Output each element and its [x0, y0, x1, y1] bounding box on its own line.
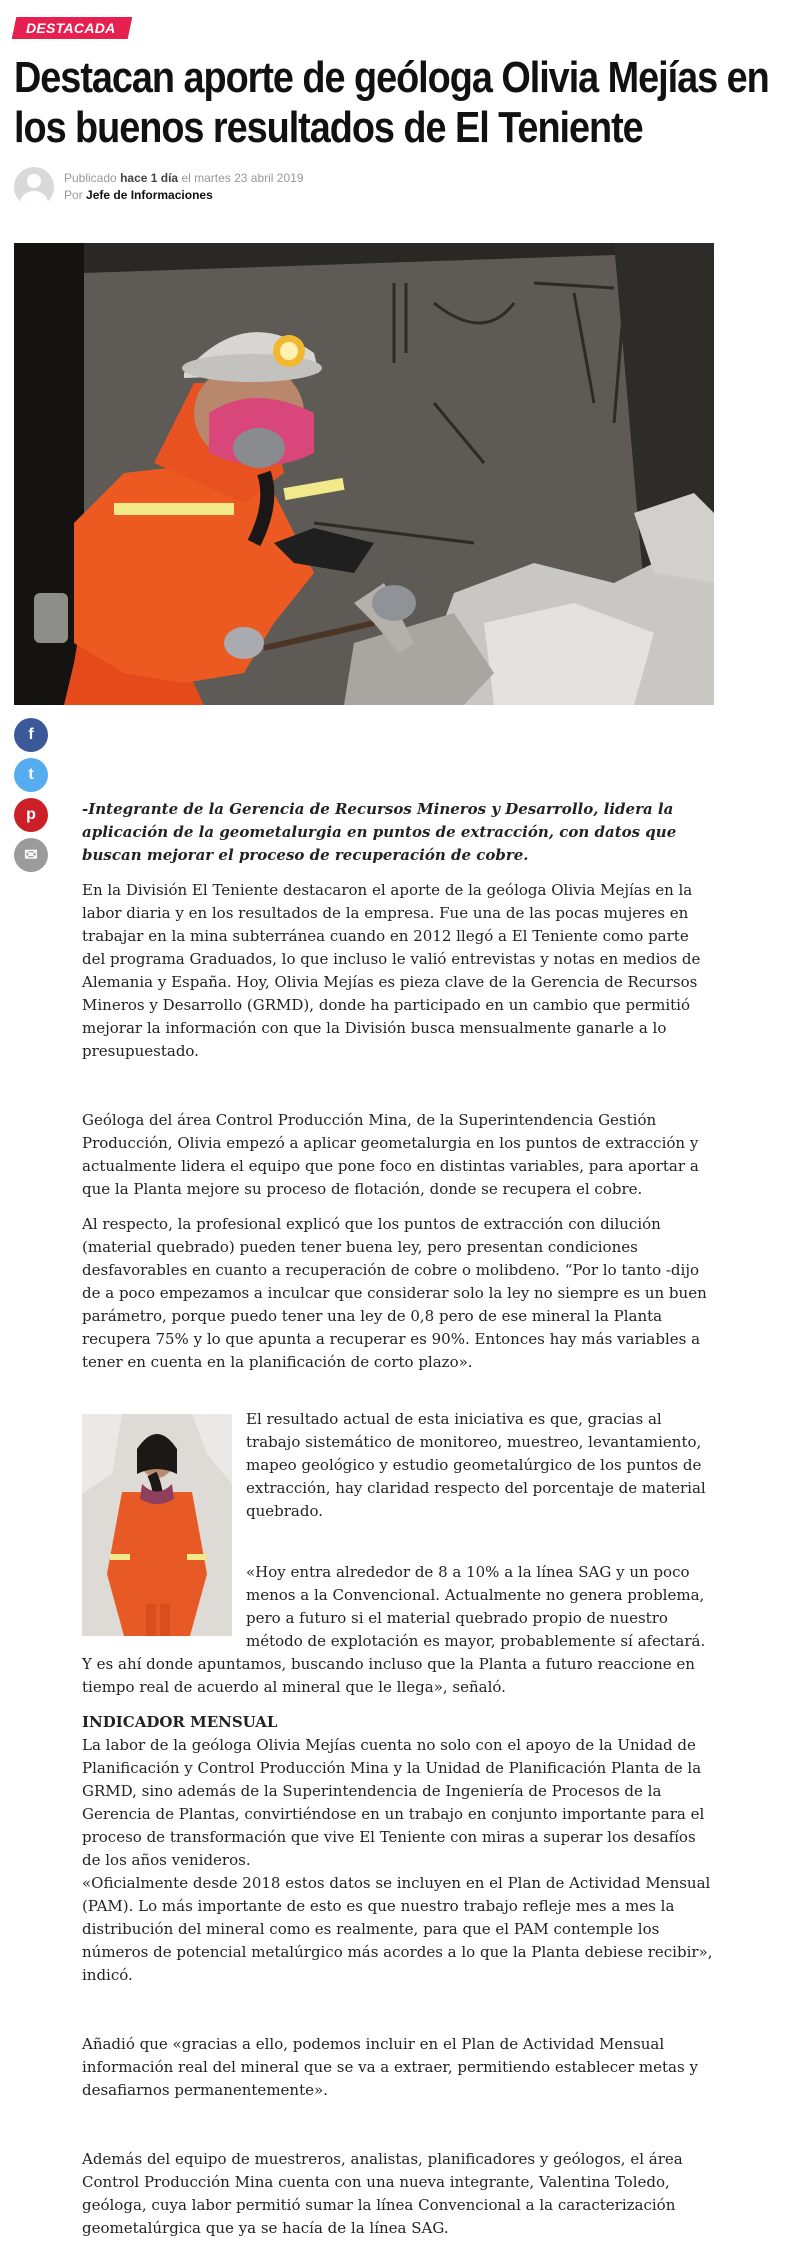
article-body	[82, 798, 714, 2240]
hero-illustration	[14, 243, 714, 705]
paragraph-8: Añadió que «gracias a ello, podemos incluir en el Plan de Actividad Mensual información real del mineral que se va a extraer, permitiendo establecer metas y desafiarnos permanentemente».	[82, 2035, 698, 2099]
portrait-image	[82, 1414, 232, 1636]
facebook-icon[interactable]: f	[14, 718, 48, 752]
paragraph-7: «Oficialmente desde 2018 estos datos se incluyen en el Plan de Actividad Mensual (PAM). Lo más importante de esto es que nuestro trabajo refleje mes a mes la distribución del mineral como es realmente, para que el PAM contemple los números de potencial metalúrgico más acordes a lo que la Planta debiese recibir», indicó.	[82, 1874, 713, 1984]
paragraph-9: Además del equipo de muestreros, analistas, planificadores y geólogos, el área Control Producción Mina cuenta con una nueva integrante, Valentina Toledo, geóloga, cuya labor permitió sumar la línea Convencional a la caracterización geometalúrgica que ya se hacía de la línea SAG.	[82, 2150, 683, 2237]
author-link[interactable]: Jefe de Informaciones	[86, 188, 213, 202]
paragraph-1: En la División El Teniente destacaron el aporte de la geóloga Olivia Mejías en la labor diaria y en los resultados de la empresa. Fue una de las pocas mujeres en trabajar en la mina subterránea cuando en 2012 llegó a El Teniente como parte del programa Graduados, lo que incluso le valió entrevistas y notas en medios de Alemania y España. Hoy, Olivia Mejías es pieza clave de la Gerencia de Recursos Mineros y Desarrollo (GRMD), donde ha participado en un cambio que permitió mejorar la información con que la División busca mensualmente ganarle a lo presupuestado.	[82, 881, 701, 1060]
publish-line	[64, 170, 304, 187]
twitter-icon[interactable]: t	[14, 758, 48, 792]
subheading-indicador: INDICADOR MENSUAL	[82, 1713, 278, 1731]
paragraph-6: La labor de la geóloga Olivia Mejías cuenta no solo con el apoyo de la Unidad de Planificación y Control Producción Mina y la Unidad de Planificación Planta de la GRMD, sino además de la Superintendencia de Ingeniería de Procesos de la Gerencia de Plantas, convirtiéndose en un trabajo en conjunto importante para el proceso de transformación que vive El Teniente con miras a superar los desafíos de los años venideros.	[82, 1736, 705, 1869]
hero-image	[14, 243, 714, 705]
article-lead: -Integrante de la Gerencia de Recursos Mineros y Desarrollo, lidera la aplicación de la geometalurgia en puntos de extracción, con datos que buscan mejorar el proceso de recuperación de cobre.	[82, 800, 677, 864]
share-bar	[14, 718, 48, 878]
paragraph-3: Al respecto, la profesional explicó que los puntos de extracción con dilución (material quebrado) pueden tener buena ley, pero presentan condiciones desfavorables en cuanto a recuperación de cobre o molibdeno. “Por lo tanto -dijo de a poco empezamos a inculcar que considerar solo la ley no siempre es un buen parámetro, porque puedo tener una ley de 0,8 pero de ese mineral la Planta recupera 75% y lo que apunta a recuperar es 90%. Entonces hay más variables a tener en cuenta en la planificación de corto plazo».	[82, 1215, 707, 1371]
paragraph-5: «Hoy entra alrededor de 8 a 10% a la línea SAG y un poco menos a la Convencional. Actualmente no genera problema, pero a futuro si el material quebrado propio de nuestro método de explotación es mayor, probablemente sí afectará. Y es ahí donde apuntamos, buscando incluso que la Planta a futuro reaccione en tiempo real de acuerdo al mineral que le llega», señaló.	[82, 1563, 706, 1696]
published-label: Publicado	[64, 171, 117, 185]
by-label: Por	[64, 188, 83, 202]
author-avatar-icon[interactable]	[14, 167, 54, 207]
author-line	[64, 187, 304, 204]
paragraph-4: El resultado actual de esta iniciativa es que, gracias al trabajo sistemático de monitoreo, muestreo, levantamiento, mapeo geológico y estudio geometalúrgico de los puntos de extracción, hay claridad respecto del porcentaje de material quebrado.	[246, 1410, 706, 1520]
relative-time: hace 1 día	[120, 171, 179, 185]
byline	[14, 165, 781, 209]
headline: Destacan aporte de geóloga Olivia Mejías en los buenos resultados de El Teniente	[14, 53, 769, 152]
portrait-illustration	[82, 1414, 232, 1636]
category-badge[interactable]: DESTACADA	[12, 17, 132, 39]
paragraph-2: Geóloga del área Control Producción Mina, de la Superintendencia Gestión Producción, Olivia empezó a aplicar geometalurgia en los puntos de extracción y actualmente lidera el equipo que pone foco en distintas variables, para aportar a que la Planta mejore su proceso de flotación, donde se recupera el cobre.	[82, 1111, 699, 1198]
byline-text	[64, 170, 304, 204]
publish-date: el martes 23 abril 2019	[181, 171, 304, 185]
email-icon[interactable]: ✉	[14, 838, 48, 872]
pinterest-icon[interactable]: p	[14, 798, 48, 832]
